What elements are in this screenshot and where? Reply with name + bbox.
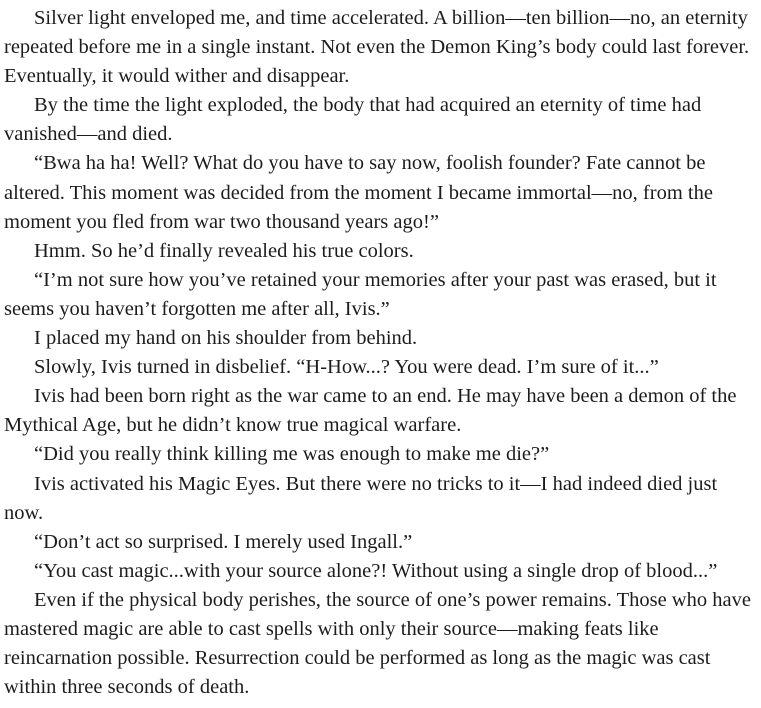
paragraph: “Bwa ha ha! Well? What do you have to say now, foolish founder? Fate cannot be altered. This moment was decided from the moment I became immortal—no, from the moment you fled from war two thousand years ago!”: [4, 152, 713, 233]
paragraph: Silver light enveloped me, and time accelerated. A billion—ten billion—no, an eternity repeated before me in a single instant. Not even the Demon King’s body could last forever. Eventually, it would wither and disappear.: [4, 7, 750, 88]
paragraph: “You cast magic...with your source alone?! Without using a single drop of blood...”: [34, 559, 718, 582]
paragraph: Ivis had been born right as the war came to an end. He may have been a demon of the Mythical Age, but he didn’t know true magical warfare.: [4, 385, 737, 437]
paragraph: “Did you really think killing me was enough to make me die?”: [34, 443, 550, 466]
paragraph: “I’m not sure how you’ve retained your memories after your past was erased, but it seems you haven’t forgotten me after all, Ivis.”: [4, 268, 717, 320]
paragraph: By the time the light exploded, the body that had acquired an eternity of time had vanished—and died.: [4, 94, 702, 146]
paragraph: Hmm. So he’d finally revealed his true colors.: [34, 239, 414, 262]
paragraph: “Don’t act so surprised. I merely used Ingall.”: [34, 530, 413, 553]
paragraph: Slowly, Ivis turned in disbelief. “H-How...? You were dead. I’m sure of it...”: [34, 356, 659, 379]
paragraph: I placed my hand on his shoulder from behind.: [34, 327, 418, 350]
paragraph: Ivis activated his Magic Eyes. But there were no tricks to it—I had indeed died just now.: [4, 472, 718, 524]
paragraph: Even if the physical body perishes, the source of one’s power remains. Those who have mastered magic are able to cast spells with only their source—making feats like reincarnation possible. Resurrection could be performed as long as the magic was cast within three seconds of death.: [4, 588, 751, 699]
